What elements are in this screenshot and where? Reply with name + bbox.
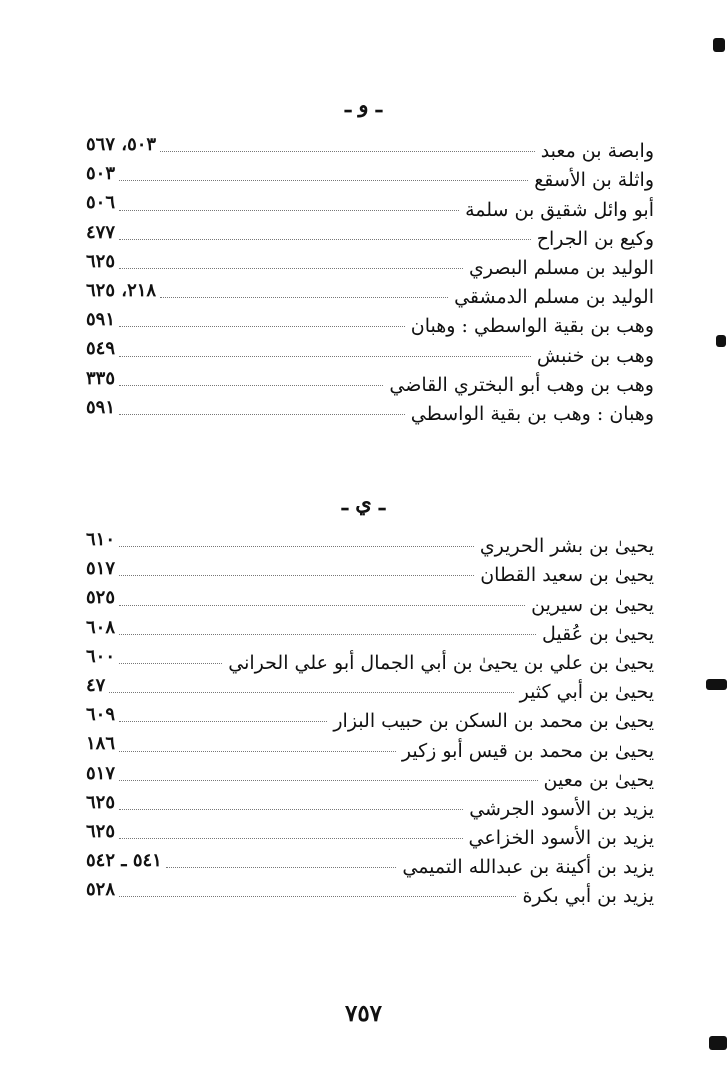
entry-pages: ٥١٧ bbox=[86, 558, 116, 580]
entry-pages: ٣٣٥ bbox=[86, 367, 116, 389]
index-entry bbox=[86, 308, 654, 337]
dot-leader bbox=[119, 896, 516, 897]
index-entry bbox=[86, 528, 654, 557]
section-heading-ya: ـ ي ـ bbox=[341, 490, 386, 515]
dot-leader bbox=[119, 838, 463, 839]
index-entry bbox=[86, 791, 654, 820]
entry-name: يحيىٰ بن علي بن يحيىٰ بن أبي الجمال أبو علي الحراني bbox=[228, 651, 654, 674]
entry-name: يحيىٰ بن محمد بن السكن بن حبيب البزار bbox=[333, 710, 654, 733]
entry-name: يحيىٰ بن سيرين bbox=[531, 593, 654, 616]
entry-pages: ٤٧٧ bbox=[86, 221, 116, 243]
entry-name: يحيىٰ بن معين bbox=[543, 768, 654, 791]
dot-leader bbox=[119, 809, 463, 810]
dot-leader bbox=[119, 414, 405, 415]
entry-pages: ١٨٦ bbox=[86, 733, 116, 755]
dot-leader bbox=[160, 151, 535, 152]
entry-name: وهبان : وهب بن بقية الواسطي bbox=[410, 402, 654, 425]
edge-mark bbox=[716, 335, 726, 347]
entry-pages: ٦٠٠ bbox=[86, 645, 116, 667]
entry-name: يحيىٰ بن بشر الحريري bbox=[479, 535, 654, 558]
dot-leader bbox=[119, 268, 463, 269]
page-number: ٧٥٧ bbox=[344, 1000, 383, 1027]
index-entry bbox=[86, 732, 654, 761]
index-entry bbox=[86, 820, 654, 849]
index-entry bbox=[86, 645, 654, 674]
dot-leader bbox=[119, 210, 459, 211]
index-entry bbox=[86, 703, 654, 732]
entry-name: يزيد بن أكينة بن عبدالله التميمي bbox=[402, 856, 654, 879]
entry-name: وهب بن وهب أبو البختري القاضي bbox=[389, 373, 654, 396]
dot-leader bbox=[119, 751, 396, 752]
entry-name: أبو وائل شقيق بن سلمة bbox=[465, 198, 654, 221]
dot-leader bbox=[119, 605, 525, 606]
entry-pages: ٦٠٨ bbox=[86, 616, 116, 638]
entry-pages: ٥٢٥ bbox=[86, 587, 116, 609]
dot-leader bbox=[119, 663, 222, 664]
dot-leader bbox=[119, 575, 474, 576]
dot-leader bbox=[109, 692, 513, 693]
entry-name: يزيد بن الأسود الخزاعي bbox=[468, 827, 654, 850]
entry-pages: ٥٠٣، ٥٦٧ bbox=[86, 134, 157, 155]
entry-name: يحيىٰ بن محمد بن قيس أبو زكير bbox=[401, 739, 654, 762]
entries-list-ya bbox=[86, 528, 654, 907]
entries-list-waw bbox=[86, 133, 654, 425]
entry-name: يزيد بن أبي بكرة bbox=[522, 885, 654, 908]
dot-leader bbox=[166, 867, 397, 868]
index-entry bbox=[86, 557, 654, 586]
index-entry bbox=[86, 191, 654, 220]
dot-leader bbox=[119, 385, 383, 386]
index-entry bbox=[86, 674, 654, 703]
edge-mark bbox=[706, 679, 727, 690]
entry-pages: ٦٢٥ bbox=[86, 250, 116, 272]
index-entry bbox=[86, 250, 654, 279]
dot-leader bbox=[119, 546, 474, 547]
entry-name: وابصة بن معبد bbox=[540, 140, 654, 163]
index-entry bbox=[86, 133, 654, 162]
dot-leader bbox=[119, 239, 531, 240]
entry-name: يزيد بن الأسود الجرشي bbox=[469, 797, 654, 820]
section-heading-waw: ـ و ـ bbox=[344, 92, 383, 117]
edge-mark bbox=[713, 38, 725, 52]
index-entry bbox=[86, 849, 654, 878]
index-entry bbox=[86, 396, 654, 425]
index-entry bbox=[86, 279, 654, 308]
entry-name: يحيىٰ بن عُقيل bbox=[541, 622, 654, 645]
entry-pages: ٦١٠ bbox=[86, 529, 116, 550]
edge-mark bbox=[709, 1036, 727, 1050]
index-entry bbox=[86, 616, 654, 645]
index-entry bbox=[86, 162, 654, 191]
index-entry bbox=[86, 337, 654, 366]
entry-name: يحيىٰ بن أبي كثير bbox=[519, 681, 654, 704]
entry-name: الوليد بن مسلم الدمشقي bbox=[454, 286, 654, 309]
entry-pages: ٦٠٩ bbox=[86, 704, 116, 726]
entry-name: يحيىٰ بن سعيد القطان bbox=[480, 564, 654, 587]
dot-leader bbox=[119, 180, 528, 181]
entry-name: واثلة بن الأسقع bbox=[534, 169, 654, 192]
entry-pages: ٦٢٥ bbox=[86, 820, 116, 842]
entry-pages: ٥٤٩ bbox=[86, 338, 116, 360]
index-entry bbox=[86, 762, 654, 791]
dot-leader bbox=[119, 721, 327, 722]
entry-pages: ٦٢٥ bbox=[86, 791, 116, 813]
dot-leader bbox=[160, 297, 448, 298]
entry-pages: ٥٩١ bbox=[86, 309, 116, 331]
index-entry bbox=[86, 586, 654, 615]
dot-leader bbox=[119, 634, 536, 635]
dot-leader bbox=[119, 780, 537, 781]
index-entry bbox=[86, 367, 654, 396]
dot-leader bbox=[119, 356, 531, 357]
index-entry bbox=[86, 221, 654, 250]
entry-pages: ٥٢٨ bbox=[86, 879, 116, 901]
entry-pages: ٤٧ bbox=[86, 674, 106, 696]
entry-name: وهب بن خنبش bbox=[536, 344, 654, 367]
entry-name: الوليد بن مسلم البصري bbox=[469, 256, 654, 279]
dot-leader bbox=[119, 326, 405, 327]
entry-pages: ٥١٧ bbox=[86, 762, 116, 784]
entry-name: وكيع بن الجراح bbox=[536, 227, 654, 250]
index-entry bbox=[86, 878, 654, 907]
entry-pages: ٢١٨، ٦٢٥ bbox=[86, 279, 157, 301]
entry-pages: ٥٠٦ bbox=[86, 192, 116, 214]
entry-name: وهب بن بقية الواسطي : وهبان bbox=[410, 315, 654, 338]
entry-pages: ٥٩١ bbox=[86, 396, 116, 418]
entry-pages: ٥٠٣ bbox=[86, 163, 116, 185]
entry-pages: ٥٤١ ـ ٥٤٢ bbox=[86, 850, 162, 872]
